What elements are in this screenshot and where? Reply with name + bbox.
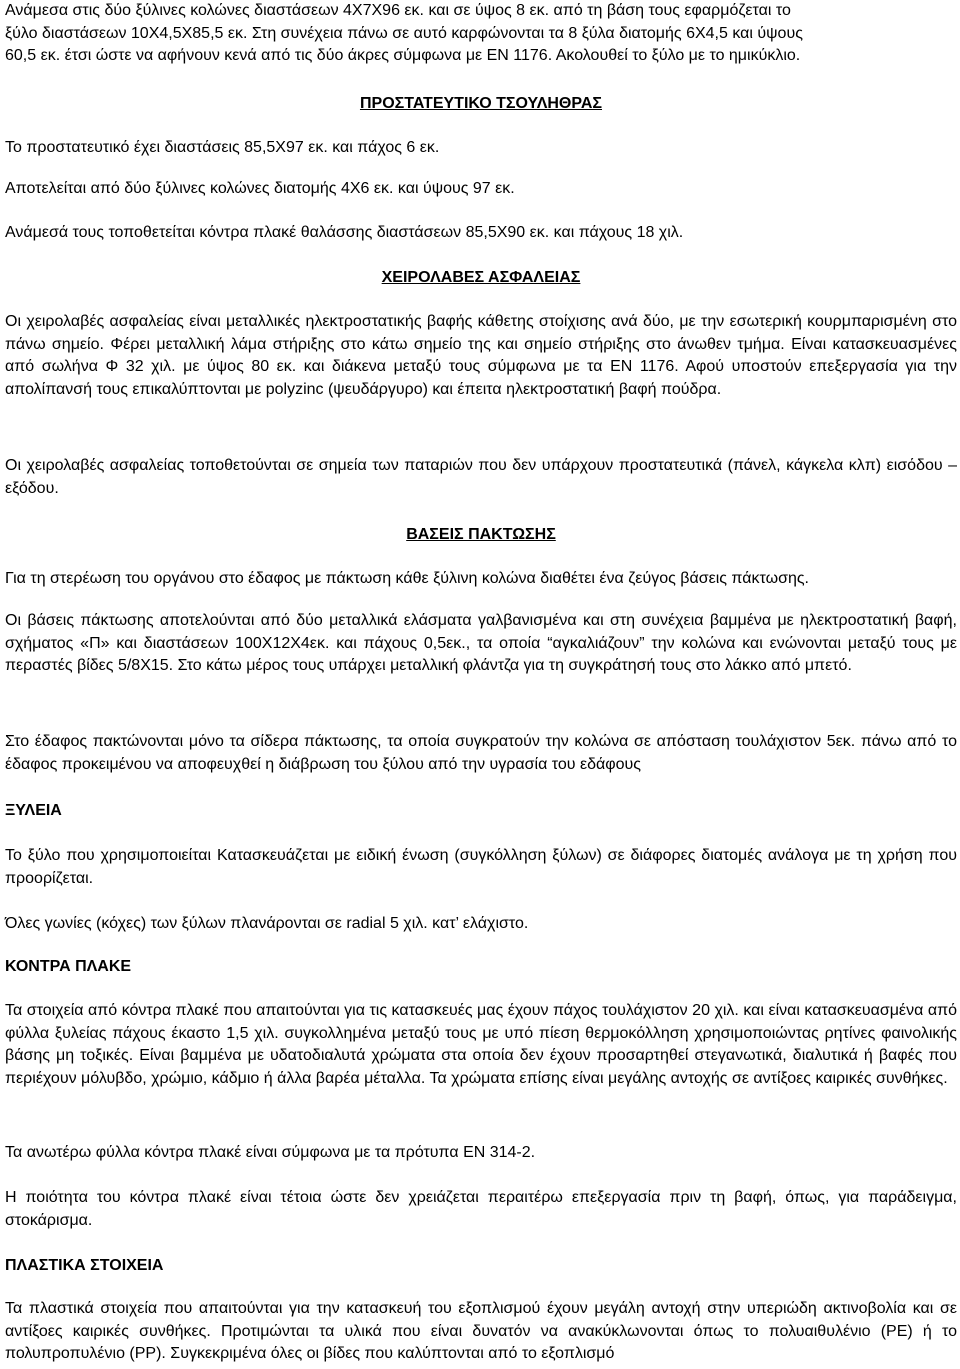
plywood-paragraph: Η ποιότητα του κόντρα πλακέ είναι τέτοια ώστε δεν χρειάζεται περαιτέρω επεξεργασία πριν τη βαφή, όπως, για παράδειγμα, στοκάρισμα. [5,1189,957,1229]
handrails-heading: ΧΕΙΡΟΛΑΒΕΣ ΑΣΦΑΛΕΙΑΣ [381,269,581,286]
protective-heading: ΠΡΟΣΤΑΤΕΥΤΙΚΟ ΤΣΟΥΛΗΘΡΑΣ [359,95,603,112]
plywood-paragraph: Τα στοιχεία από κόντρα πλακέ που απαιτούνται για τις κατασκευές μας έχουν πάχος τουλάχιστον 20 χιλ. και είναι κατασκευασμένα από φύλλα ξυλείας πάχους έκαστο 1,5 χιλ. συγκολλημένα μεταξύ τους με υπό πίεση θερμοκόλληση χρησιμοποιώντας ρητίνες φαινολικής βάσης μη τοξικές. Είναι βαμμένα με υδατοδιαλυτά χρώματα στα οποία δεν έχουν προσαρτηθεί στεγανωτικά, διαλυτικά ή βαφές που περιέχουν μόλυβδο, χρώμιο, κάδμιο ή άλλα βαρέα μέταλλα. Τα χρώματα επίσης είναι μεγάλης αντοχής σε αντίξοες καιρικές συνθήκες. [5,1002,957,1087]
protective-paragraph: Το προστατευτικό έχει διαστάσεις 85,5Χ97 εκ. και πάχος 6 εκ. [5,139,440,156]
anchors-paragraph: Για τη στερέωση του οργάνου στο έδαφος με πάκτωση κάθε ξύλινη κολώνα διαθέτει ένα ζεύγος βάσεις πάκτωσης. [5,570,809,587]
plastic-paragraph: Τα πλαστικά στοιχεία που απαιτούνται για την κατασκευή του εξοπλισμού έχουν μεγάλη αντοχή στην υπεριώδη ακτινοβολία και σε αντίξοες καιρικές συνθήκες. Προτιμώνται τα υλικά που είναι δυνατόν να ανακύκλωνονται όπως το πολυαιθυλένιο (PE) ή το πολυπροπυλένιο (PP). Συγκεκριμένα όλες οι βίδες που καλύπτονται από το εξοπλισμό [5,1300,957,1362]
protective-paragraph: Αποτελείται από δύο ξύλινες κολώνες διατομής 4Χ6 εκ. και ύψους 97 εκ. [5,180,515,197]
anchors-paragraph: Στο έδαφος πακτώνονται μόνο τα σίδερα πάκτωσης, τα οποία συγκρατούν την κολώνα σε απόσταση τουλάχιστον 5εκ. πάνω από το έδαφος προκειμένου να αποφευχθεί η διάβρωση του ξύλου από την υγρασία του εδάφους [5,733,957,773]
intro-line: ξύλο διαστάσεων 10Χ4,5Χ85,5 εκ. Στη συνέχεια πάνω σε αυτό καρφώνονται τα 8 ξύλα διατομής 6Χ4,5 και ύψους [5,24,803,42]
anchors-heading: ΒΑΣΕΙΣ ΠΑΚΤΩΣΗΣ [406,526,556,543]
intro-line: 60,5 εκ. έτσι ώστε να αφήνουν κενά από τις δύο άκρες σύμφωνα με ΕΝ 1176. Ακολουθεί το ξύλο με το ημικύκλιο. [5,47,801,64]
intro-paragraph [5,0,957,68]
plywood-paragraph: Τα ανωτέρω φύλλα κόντρα πλακέ είναι σύμφωνα με τα πρότυπα ΕΝ 314-2. [5,1144,536,1161]
wood-paragraph: Το ξύλο που χρησιμοποιείται Κατασκευάζεται με ειδική ένωση (συγκόλληση ξύλων) σε διάφορες διατομές ανάλογα με τη χρήση που προορίζεται. [5,847,957,887]
protective-paragraph: Ανάμεσά τους τοποθετείται κόντρα πλακέ θαλάσσης διαστάσεων 85,5Χ90 εκ. και πάχους 18 χιλ. [5,224,684,241]
handrails-paragraph: Οι χειρολαβές ασφαλείας τοποθετούνται σε σημεία των παταριών που δεν υπάρχουν προστατευτικά (πάνελ, κάγκελα κλπ) εισόδου – εξόδου. [5,457,957,497]
wood-paragraph: Όλες γωνίες (κόχες) των ξύλων πλανάρονται σε radial 5 χιλ. κατ’ ελάχιστο. [5,915,529,932]
wood-heading: ΞΥΛΕΙΑ [5,802,62,819]
anchors-paragraph: Οι βάσεις πάκτωσης αποτελούνται από δύο μεταλλικά ελάσματα γαλβανισμένα και στη συνέχεια βαμμένα με ηλεκτροστατική βαφή, σχήματος «Π» και διαστάσεων 100Χ12Χ4εκ. και πάχους 0,5εκ., τα οποία “αγκαλιάζουν” την κολώνα και ενώνονται μεταξύ τους με περαστές βίδες 5/8Χ15. Στο κάτω μέρος τους υπάρχει μεταλλική φλάντζα για τη συγκράτησή τους στο λάκκο από μπετό. [5,612,957,674]
plywood-heading: ΚΟΝΤΡΑ ΠΛΑΚΕ [5,958,132,975]
handrails-paragraph: Οι χειρολαβές ασφαλείας είναι μεταλλικές ηλεκτροστατικής βαφής κάθετης στοίχισης ανά δύο, με την εσωτερική κουρμπαρισμένη στο πάνω σημείο. Φέρει μεταλλική λάμα στήριξης στο κάτω σημείο της και σημείο στήριξης στο άνωθεν τμήμα. Είναι κατασκευασμένες από σωλήνα Φ 32 χιλ. με ύψος 80 εκ. και διάκενα μεταξύ τους σύμφωνα με τα ΕΝ 1176. Αφού υποστούν επεξεργασία για την απολίπανσή τους επικαλύπτονται με polyzinc (ψευδάργυρο) και έπειτα ηλεκτροστατική βαφή πούδρα. [5,313,957,398]
intro-line: Ανάμεσα στις δύο ξύλινες κολώνες διαστάσεων 4Χ7Χ96 εκ. και σε ύψος 8 εκ. από τη βάση τους εφαρμόζεται το [5,2,791,19]
plastic-heading: ΠΛΑΣΤΙΚΑ ΣΤΟΙΧΕΙΑ [5,1257,164,1274]
